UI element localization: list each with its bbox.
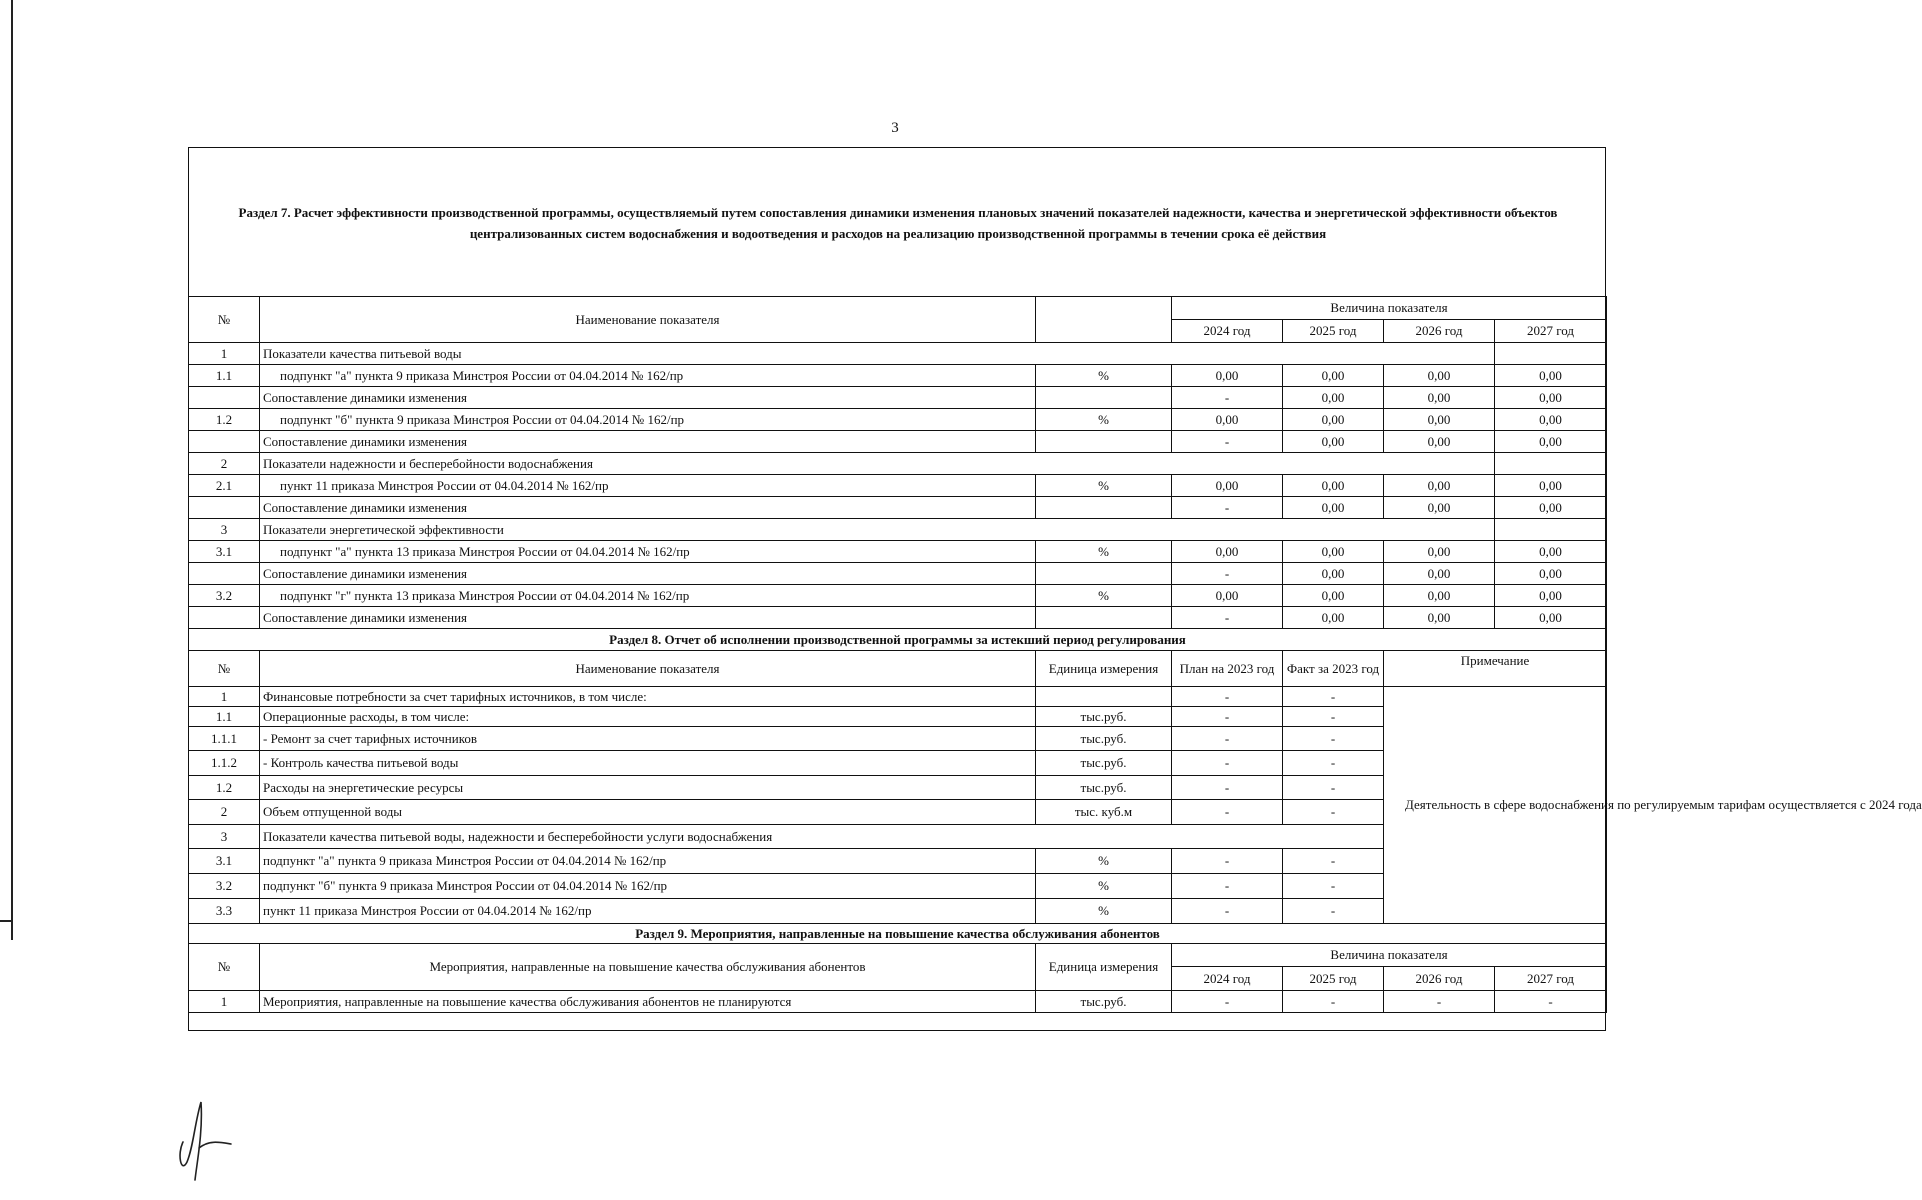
section9-title-row <box>189 924 1607 944</box>
row-fact: - <box>1283 776 1384 800</box>
row-plan: - <box>1172 899 1283 924</box>
row-no: 3.3 <box>189 899 260 924</box>
row-no: 1 <box>189 991 260 1013</box>
row-value: - <box>1172 387 1283 409</box>
row-value <box>1495 343 1607 365</box>
row-value: 0,00 <box>1384 431 1495 453</box>
row-value <box>1495 453 1607 475</box>
row-value: 0,00 <box>1495 563 1607 585</box>
row-name: Показатели надежности и бесперебойности водоснабжения <box>260 453 1495 475</box>
row-unit: % <box>1036 899 1172 924</box>
row-value: 0,00 <box>1495 497 1607 519</box>
row-unit: % <box>1036 409 1172 431</box>
row-no: 2 <box>189 453 260 475</box>
table-row <box>189 387 1607 409</box>
table-row <box>189 585 1607 607</box>
row-value: 0,00 <box>1384 563 1495 585</box>
row-plan: - <box>1172 849 1283 874</box>
row-value: - <box>1172 563 1283 585</box>
row-value: 0,00 <box>1172 409 1283 431</box>
row-value: 0,00 <box>1283 585 1384 607</box>
section8-title: Раздел 8. Отчет об исполнении производственной программы за истекший период регулирования <box>189 629 1607 651</box>
section9-title: Раздел 9. Мероприятия, направленные на повышение качества обслуживания абонентов <box>189 924 1607 944</box>
row-value: 0,00 <box>1495 475 1607 497</box>
section7-title: Раздел 7. Расчет эффективности производственной программы, осуществляемый путем сопоставления динамики изменения плановых значений показателей надежности, качества и энергетической эффективности объектов централизованных систем водоснабжения и водоотведения и расходов на реализацию производственной программы в течении срока её действия <box>238 205 1558 241</box>
row-no: 1 <box>189 687 260 707</box>
row-unit: % <box>1036 365 1172 387</box>
header-year: 2025 год <box>1283 320 1384 343</box>
section7-header-row <box>189 297 1607 320</box>
table-row <box>189 563 1607 585</box>
row-value: 0,00 <box>1384 387 1495 409</box>
header-year: 2024 год <box>1172 967 1283 991</box>
row-unit: % <box>1036 475 1172 497</box>
row-unit <box>1036 497 1172 519</box>
row-unit <box>1036 431 1172 453</box>
row-fact: - <box>1283 849 1384 874</box>
row-value: 0,00 <box>1384 585 1495 607</box>
table-row <box>189 431 1607 453</box>
table-row <box>189 475 1607 497</box>
header-name: Наименование показателя <box>260 651 1036 687</box>
row-no: 1.2 <box>189 776 260 800</box>
document-table <box>188 296 1922 1013</box>
row-name: подпункт "б" пункта 9 приказа Минстроя России от 04.04.2014 № 162/пр <box>260 874 1036 899</box>
row-no: 2 <box>189 800 260 825</box>
row-no: 3 <box>189 519 260 541</box>
row-plan: - <box>1172 776 1283 800</box>
row-plan: - <box>1172 800 1283 825</box>
row-value: 0,00 <box>1495 409 1607 431</box>
header-value-group: Величина показателя <box>1172 297 1607 320</box>
row-value: 0,00 <box>1384 365 1495 387</box>
table-row <box>189 607 1607 629</box>
row-plan: - <box>1172 687 1283 707</box>
binding-line <box>11 0 13 940</box>
row-value: 0,00 <box>1283 431 1384 453</box>
row-plan: - <box>1172 727 1283 751</box>
row-unit: тыс.руб. <box>1036 707 1172 727</box>
row-name: подпункт "а" пункта 13 приказа Минстроя России от 04.04.2014 № 162/пр <box>260 541 1036 563</box>
section9-header-row <box>189 944 1607 967</box>
row-name: Показатели энергетической эффективности <box>260 519 1495 541</box>
section8-header-row <box>189 651 1607 687</box>
row-name: Сопоставление динамики изменения <box>260 563 1036 585</box>
row-value: 0,00 <box>1283 497 1384 519</box>
row-plan: - <box>1172 707 1283 727</box>
row-no: 2.1 <box>189 475 260 497</box>
row-no <box>189 387 260 409</box>
row-no: 3 <box>189 825 260 849</box>
row-value: 0,00 <box>1384 607 1495 629</box>
row-name: - Ремонт за счет тарифных источников <box>260 727 1036 751</box>
header-year: 2026 год <box>1384 320 1495 343</box>
row-no: 3.1 <box>189 849 260 874</box>
row-fact: - <box>1283 800 1384 825</box>
row-value: 0,00 <box>1495 365 1607 387</box>
row-value: 0,00 <box>1283 541 1384 563</box>
row-value: - <box>1283 991 1384 1013</box>
header-plan: План на 2023 год <box>1172 651 1283 687</box>
signature-image <box>175 1082 245 1182</box>
row-value: - <box>1384 991 1495 1013</box>
row-fact: - <box>1283 727 1384 751</box>
row-name: Сопоставление динамики изменения <box>260 387 1036 409</box>
row-no <box>189 497 260 519</box>
row-unit <box>1036 607 1172 629</box>
header-year: 2024 год <box>1172 320 1283 343</box>
header-year: 2026 год <box>1384 967 1495 991</box>
header-unit: Единица измерения <box>1036 944 1172 991</box>
row-value: 0,00 <box>1283 563 1384 585</box>
row-value: 0,00 <box>1172 541 1283 563</box>
row-value: 0,00 <box>1495 585 1607 607</box>
header-no: № <box>189 297 260 343</box>
table-row <box>189 991 1607 1013</box>
row-name: Сопоставление динамики изменения <box>260 497 1036 519</box>
row-name: Показатели качества питьевой воды <box>260 343 1495 365</box>
note-text: Деятельность в сфере водоснабжения по регулируемым тарифам осуществляется с 2024 года <box>1405 797 1922 812</box>
table-row <box>189 541 1607 563</box>
row-plan: - <box>1172 751 1283 776</box>
row-fact: - <box>1283 707 1384 727</box>
row-value: 0,00 <box>1384 541 1495 563</box>
section8-note <box>1384 687 1922 924</box>
row-name: пункт 11 приказа Минстроя России от 04.04.2014 № 162/пр <box>260 475 1036 497</box>
row-value: 0,00 <box>1495 607 1607 629</box>
table-row <box>189 497 1607 519</box>
page-number: 3 <box>891 120 899 136</box>
row-value: 0,00 <box>1172 365 1283 387</box>
header-no: № <box>189 944 260 991</box>
table-row <box>189 687 1607 707</box>
table-row <box>189 343 1607 365</box>
row-value: 0,00 <box>1495 541 1607 563</box>
header-value-group: Величина показателя <box>1172 944 1607 967</box>
row-unit: тыс.руб. <box>1036 727 1172 751</box>
row-value: - <box>1172 607 1283 629</box>
header-year: 2025 год <box>1283 967 1384 991</box>
row-value: 0,00 <box>1384 497 1495 519</box>
header-unit <box>1036 297 1172 343</box>
row-value: 0,00 <box>1283 409 1384 431</box>
row-value: 0,00 <box>1384 409 1495 431</box>
row-name: - Контроль качества питьевой воды <box>260 751 1036 776</box>
header-note: Примечание <box>1384 651 1607 687</box>
row-no: 1.1.2 <box>189 751 260 776</box>
row-name: подпункт "б" пункта 9 приказа Минстроя России от 04.04.2014 № 162/пр <box>260 409 1036 431</box>
row-name: Показатели качества питьевой воды, надежности и бесперебойности услуги водоснабжения <box>260 825 1384 849</box>
row-fact: - <box>1283 751 1384 776</box>
row-name: Мероприятия, направленные на повышение качества обслуживания абонентов не планируются <box>260 991 1036 1013</box>
row-name: Сопоставление динамики изменения <box>260 607 1036 629</box>
row-no: 1 <box>189 343 260 365</box>
row-no <box>189 431 260 453</box>
row-no: 1.2 <box>189 409 260 431</box>
row-name: пункт 11 приказа Минстроя России от 04.04.2014 № 162/пр <box>260 899 1036 924</box>
row-unit: тыс.руб. <box>1036 751 1172 776</box>
row-fact: - <box>1283 899 1384 924</box>
row-unit: тыс.руб. <box>1036 991 1172 1013</box>
row-no: 3.2 <box>189 874 260 899</box>
row-name: Финансовые потребности за счет тарифных источников, в том числе: <box>260 687 1036 707</box>
header-fact: Факт за 2023 год <box>1283 651 1384 687</box>
section8-title-row <box>189 629 1607 651</box>
row-unit: % <box>1036 849 1172 874</box>
row-name: Расходы на энергетические ресурсы <box>260 776 1036 800</box>
row-no <box>189 607 260 629</box>
row-value: 0,00 <box>1283 607 1384 629</box>
row-value: 0,00 <box>1384 475 1495 497</box>
row-value: - <box>1495 991 1607 1013</box>
table-row <box>189 409 1607 431</box>
binding-tick <box>0 920 12 922</box>
row-fact: - <box>1283 687 1384 707</box>
row-unit: тыс.руб. <box>1036 776 1172 800</box>
row-unit <box>1036 687 1172 707</box>
row-value: 0,00 <box>1495 387 1607 409</box>
header-year: 2027 год <box>1495 320 1607 343</box>
table-row <box>189 365 1607 387</box>
row-value: 0,00 <box>1495 431 1607 453</box>
row-name: подпункт "а" пункта 9 приказа Минстроя России от 04.04.2014 № 162/пр <box>260 849 1036 874</box>
row-value: - <box>1172 497 1283 519</box>
header-name: Наименование показателя <box>260 297 1036 343</box>
row-name: подпункт "а" пункта 9 приказа Минстроя России от 04.04.2014 № 162/пр <box>260 365 1036 387</box>
header-name: Мероприятия, направленные на повышение качества обслуживания абонентов <box>260 944 1036 991</box>
header-unit: Единица измерения <box>1036 651 1172 687</box>
row-no: 3.2 <box>189 585 260 607</box>
row-name: подпункт "г" пункта 13 приказа Минстроя России от 04.04.2014 № 162/пр <box>260 585 1036 607</box>
row-name: Операционные расходы, в том числе: <box>260 707 1036 727</box>
row-value: 0,00 <box>1283 387 1384 409</box>
table-row <box>189 453 1607 475</box>
row-unit: тыс. куб.м <box>1036 800 1172 825</box>
row-unit <box>1036 387 1172 409</box>
table-row <box>189 519 1607 541</box>
row-fact: - <box>1283 874 1384 899</box>
row-value: 0,00 <box>1172 585 1283 607</box>
header-no: № <box>189 651 260 687</box>
row-name: Объем отпущенной воды <box>260 800 1036 825</box>
row-value: 0,00 <box>1283 475 1384 497</box>
row-plan: - <box>1172 874 1283 899</box>
row-no <box>189 563 260 585</box>
row-value: 0,00 <box>1283 365 1384 387</box>
header-year: 2027 год <box>1495 967 1607 991</box>
row-unit: % <box>1036 541 1172 563</box>
row-value: - <box>1172 991 1283 1013</box>
row-unit <box>1036 563 1172 585</box>
row-name: Сопоставление динамики изменения <box>260 431 1036 453</box>
row-no: 1.1.1 <box>189 727 260 751</box>
row-unit: % <box>1036 874 1172 899</box>
row-value: - <box>1172 431 1283 453</box>
row-no: 1.1 <box>189 365 260 387</box>
row-no: 3.1 <box>189 541 260 563</box>
row-unit: % <box>1036 585 1172 607</box>
row-no: 1.1 <box>189 707 260 727</box>
row-value: 0,00 <box>1172 475 1283 497</box>
row-value <box>1495 519 1607 541</box>
